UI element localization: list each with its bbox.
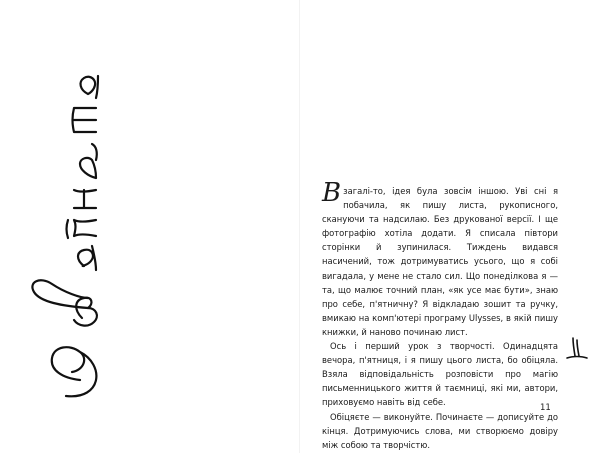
paragraph-2: Ось і перший урок з творчості. Одинадцята вечора, п'ятниця, і я пишу цього листа, бо обіцяла. Взяла відповідальність розповісти про магію письменницького життя й таємниці, які ми, автори, приховуємо навіть від себе. xyxy=(322,341,558,408)
book-spine xyxy=(299,0,300,453)
handwritten-title-graphic xyxy=(22,40,112,410)
body-text xyxy=(322,178,558,452)
paragraph-1 xyxy=(322,178,558,339)
handwritten-margin-mark xyxy=(565,336,589,362)
paragraph-3: Обіцяєте — виконуйте. Починаєте — дописуйте до кінця. Дотримуючись слова, ми створюємо довіру між собою та творчістю. xyxy=(322,411,558,450)
paragraph-1-text: загалі-то, ідея була зовсім іншою. Уві сні я побачила, як пишу листа, рукописного, скануючи та надсилаю. Без друкованої версії. І ще фотографію хотіла додати. Я списала півтори сторінки й зупинилася. Тиждень видався насичений, тож дотримуватись усього, що я собі вигадала, у мене не стало сил. Що понеділкова я — та, що малює точний план, «як усе має бути», знаю про себе, п'ятничну? Я відкладаю зошит та ручку, вмикаю на комп'ютері програму Ulysses, в якій пишу книжки, й наново починаю лист. xyxy=(322,186,558,337)
drop-cap: В xyxy=(322,178,342,208)
chapter-title-script xyxy=(22,40,112,410)
page-number: 11 xyxy=(540,403,551,413)
